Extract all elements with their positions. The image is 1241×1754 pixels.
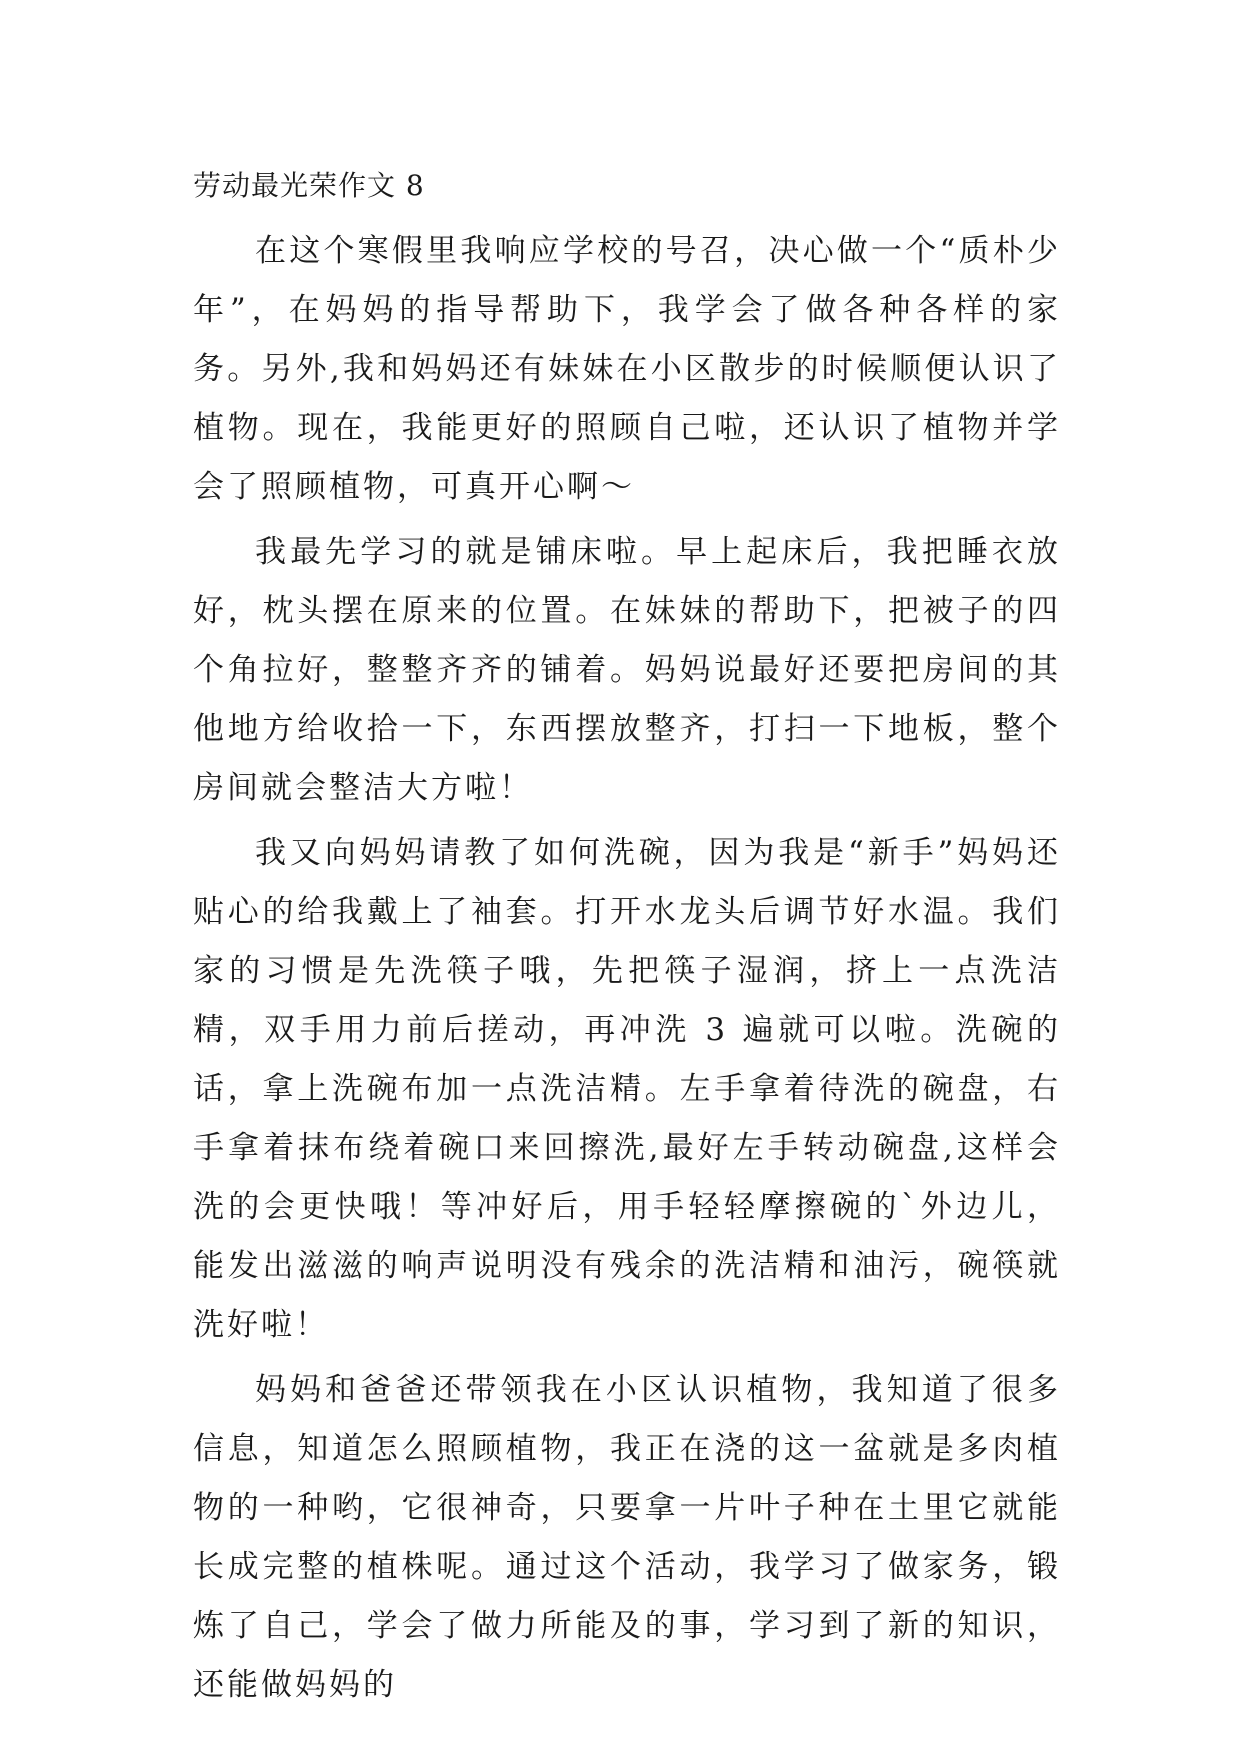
paragraph-4: 妈妈和爸爸还带领我在小区认识植物，我知道了很多信息，知道怎么照顾植物，我正在浇的这一盆就是多肉植物的一种哟，它很神奇，只要拿一片叶子种在土里它就能长成完整的植株呢。通过这个活动，我学习了做家务，锻炼了自己，学会了做力所能及的事，学习到了新的知识，还能做妈妈的 [193, 1372, 1061, 1703]
document-body [193, 160, 1061, 1721]
document-title: 劳动最光荣作文 8 [193, 169, 425, 202]
paragraph-1: 在这个寒假里我响应学校的号召，决心做一个“质朴少年”，在妈妈的指导帮助下，我学会了做各种各样的家务。另外,我和妈妈还有妹妹在小区散步的时候顺便认识了植物。现在，我能更好的照顾自己啦，还认识了植物并学会了照顾植物，可真开心啊～ [193, 233, 1061, 505]
paragraph-3: 我又向妈妈请教了如何洗碗，因为我是“新手”妈妈还贴心的给我戴上了袖套。打开水龙头后调节好水温。我们家的习惯是先洗筷子哦，先把筷子湿润，挤上一点洗洁精，双手用力前后搓动，再冲洗 3 遍就可以啦。洗碗的话，拿上洗碗布加一点洗洁精。左手拿着待洗的碗盘，右手拿着抹布绕着碗口来回擦洗,最好左手转动碗盘,这样会洗的会更快哦！等冲好后，用手轻轻摩擦碗的`外边儿，能发出滋滋的响声说明没有残余的洗洁精和油污，碗筷就洗好啦！ [193, 835, 1061, 1343]
paragraph-2: 我最先学习的就是铺床啦。早上起床后，我把睡衣放好，枕头摆在原来的位置。在妹妹的帮助下，把被子的四个角拉好，整整齐齐的铺着。妈妈说最好还要把房间的其他地方给收拾一下，东西摆放整齐，打扫一下地板，整个房间就会整洁大方啦！ [193, 534, 1061, 806]
